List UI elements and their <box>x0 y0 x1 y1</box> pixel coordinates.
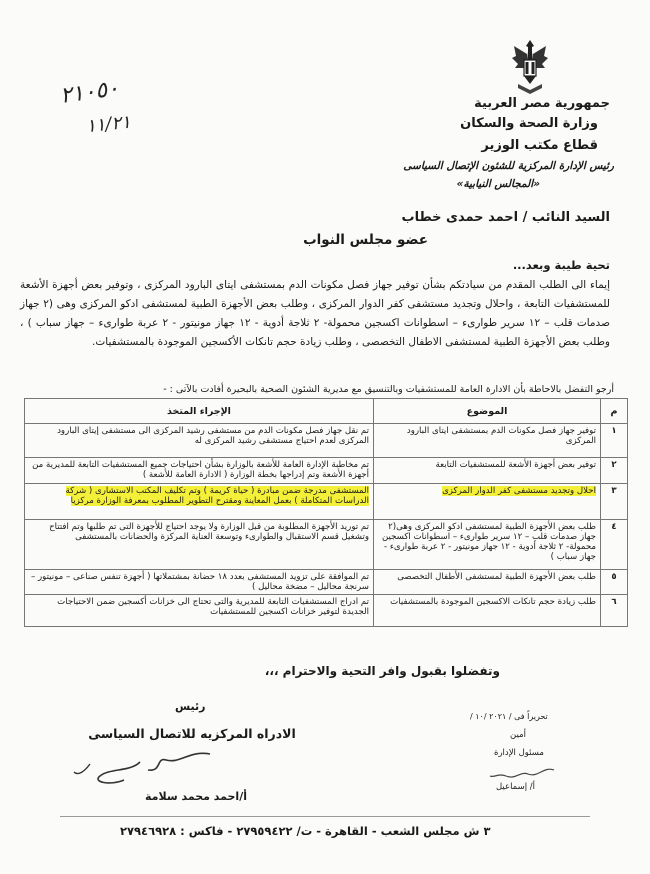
table-row <box>25 595 628 627</box>
handwritten-note-line2: ١١/٢١ <box>85 111 132 138</box>
signature-name: أ/احمد محمد سلامة <box>145 790 247 803</box>
row-num: ٥ <box>601 570 628 595</box>
row-subject: توفير جهاز فصل مكونات الدم بمستشفى ايتاى البارود المركزى <box>374 424 601 458</box>
initials-line2: مسئول الإدارة <box>494 748 544 758</box>
footer-address: ٣ ش مجلس الشعب - القاهرة - ت/ ٢٧٩٥٩٤٢٢ - فاكس : ٢٧٩٤٦٩٢٨ <box>120 824 491 838</box>
row-subject: طلب بعض الأجهزة الطبية لمستشفى ادكو المركزى وهى(٢ جهاز صدمات قلب – ١٢ سرير طوارىء – اسطوانات اكسجين محمولة- ٢ ثلاجة أدوية - ١٢ جهاز مونيتور - ٢ عربة طوارىء - جهاز سباب ) <box>374 520 601 570</box>
initials-scribble-icon <box>488 762 558 784</box>
handwritten-note-line1: ٢١٠٥٠ <box>58 76 121 109</box>
header-subject: الموضوع <box>374 399 601 424</box>
body-paragraph: إيماء الى الطلب المقدم من سيادتكم بشأن توفير جهاز فصل مكونات الدم بمستشفى ايتاى البارود المركزى ، وتوفير بعض أجهزة الأشعة للمستشفيات التابعة ، واحلال وتجديد مستشفى كفر الدوار المركزى ، وطلب بعض الأجهزة الطبية لمستشفى ادكو المركزى وهى (٢ جهاز صدمات قلب – ١٢ سرير طوارىء – اسطوانات اكسجين محمولة- ٢ ثلاجة أدوية - ١٢ جهاز مونيتور - ٢ عربة طوارىء – جهاز سباب ) ، وطلب بعض الأجهزة الطبية لمستشفى الاطفال التخصصى ، وطلب زيادة حجم تانكات الأكسجين الموجودة بالمستشفيات. <box>20 279 610 348</box>
row-action: تم توريد الأجهزة المطلوبة من قبل الوزارة ولا يوجد احتياج للأجهزة التى تم طلبها وتم افتتاح وتشغيل قسم الاستقبال والطوارىء وتوسعة العناية المركزة والحضانات بالمستشفى <box>25 520 374 570</box>
signature-title: الادراه المركزيه للاتصال السياسى <box>88 726 296 741</box>
table-header-row <box>25 399 628 424</box>
row-action <box>25 484 374 520</box>
table-row <box>25 484 628 520</box>
intro-line: أرجو التفضل بالاحاطة بأن الادارة العامة للمستشفيات وبالتنسيق مع مديرية الشئون الصحية بالبحيرة أفادت بالآتى : - <box>163 384 614 395</box>
row-subject: طلب زيادة حجم تانكات الاكسجين الموجودة بالمستشفيات <box>374 595 601 627</box>
header-country: جمهورية مصر العربية <box>474 96 610 111</box>
row-num: ٣ <box>601 484 628 520</box>
row-num: ٢ <box>601 458 628 484</box>
closing-line: وتفضلوا بقبول وافر التحية والاحترام ،،، <box>264 664 500 678</box>
initials-date: تحريراً فى / ٢٠٢١ /١٠ / <box>470 712 548 721</box>
row-action: تم مخاطبة الإدارة العامة للأشعة بالوزارة بشأن احتياجات جميع المستشفيات التابعة للمديرية من أجهزة الأشعة وتم إدراجها بخطة الوزارة ( الادارة العامة للأشعة ) <box>25 458 374 484</box>
header-subdepartment: «المجالس النيابية» <box>456 178 540 190</box>
initials-line3: أ/ إسماعيل <box>496 782 535 792</box>
addressee-title: عضو مجلس النواب <box>303 232 428 248</box>
row-action: تم الموافقة على تزويد المستشفى بعدد ١٨ حضانة بمشتملاتها ( أجهزة تنفس صناعى – مونيتور – سرنجة محاليل – مضخة محاليل ) <box>25 570 374 595</box>
table-row <box>25 458 628 484</box>
actions-table <box>24 398 628 627</box>
header-action: الإجراء المتخذ <box>25 399 374 424</box>
row-num: ٤ <box>601 520 628 570</box>
table-row <box>25 570 628 595</box>
highlighted-subject: احلال وتجديد مستشفى كفر الدوار المركزى <box>442 486 596 496</box>
row-subject: طلب بعض الأجهزة الطبية لمستشفى الأطفال التخصصى <box>374 570 601 595</box>
initials-line1: أمين <box>510 730 526 740</box>
header-ministry: وزارة الصحة والسكان <box>460 116 598 131</box>
footer-divider <box>60 816 590 817</box>
header-department: رئيس الإدارة المركزية للشئون الإتصال السياسى <box>403 160 614 172</box>
row-action: تم ادراج المستشفيات التابعة للمديرية والتى تحتاج الى خزانات أكسجين ضمن الاحتياجات الجديدة لتوفير خزانات اكسجين للمستشفيات <box>25 595 374 627</box>
header-num: م <box>601 399 628 424</box>
signature-label: رئيس <box>175 700 206 713</box>
header-sector: قطاع مكتب الوزير <box>481 138 598 153</box>
eagle-emblem-icon <box>510 38 550 96</box>
addressee-name: السيد النائب / احمد حمدى خطاب <box>401 210 610 225</box>
highlighted-action: المستشفى مدرجة ضمن مبادرة ( حياة كريمة ) وتم تكليف المكتب الاستشارى ( شركة الدراسات المتكاملة ) بعمل المعاينة ومقترح التطوير المطلوب بمعرفة الوزارة مركزيا <box>65 486 369 506</box>
row-num: ١ <box>601 424 628 458</box>
table-row <box>25 424 628 458</box>
row-subject: توفير بعض أجهزة الأشعة للمستشفيات التابعة <box>374 458 601 484</box>
row-num: ٦ <box>601 595 628 627</box>
signature-scribble-icon <box>70 742 220 792</box>
row-action: تم نقل جهاز فصل مكونات الدم من مستشفى رشيد المركزى الى مستشفى إيتاى البارود المركزى لعدم احتياج مستشفى رشيد المركزى له <box>25 424 374 458</box>
table-row <box>25 520 628 570</box>
greeting: تحية طيبة وبعد... <box>512 258 610 272</box>
row-subject <box>374 484 601 520</box>
